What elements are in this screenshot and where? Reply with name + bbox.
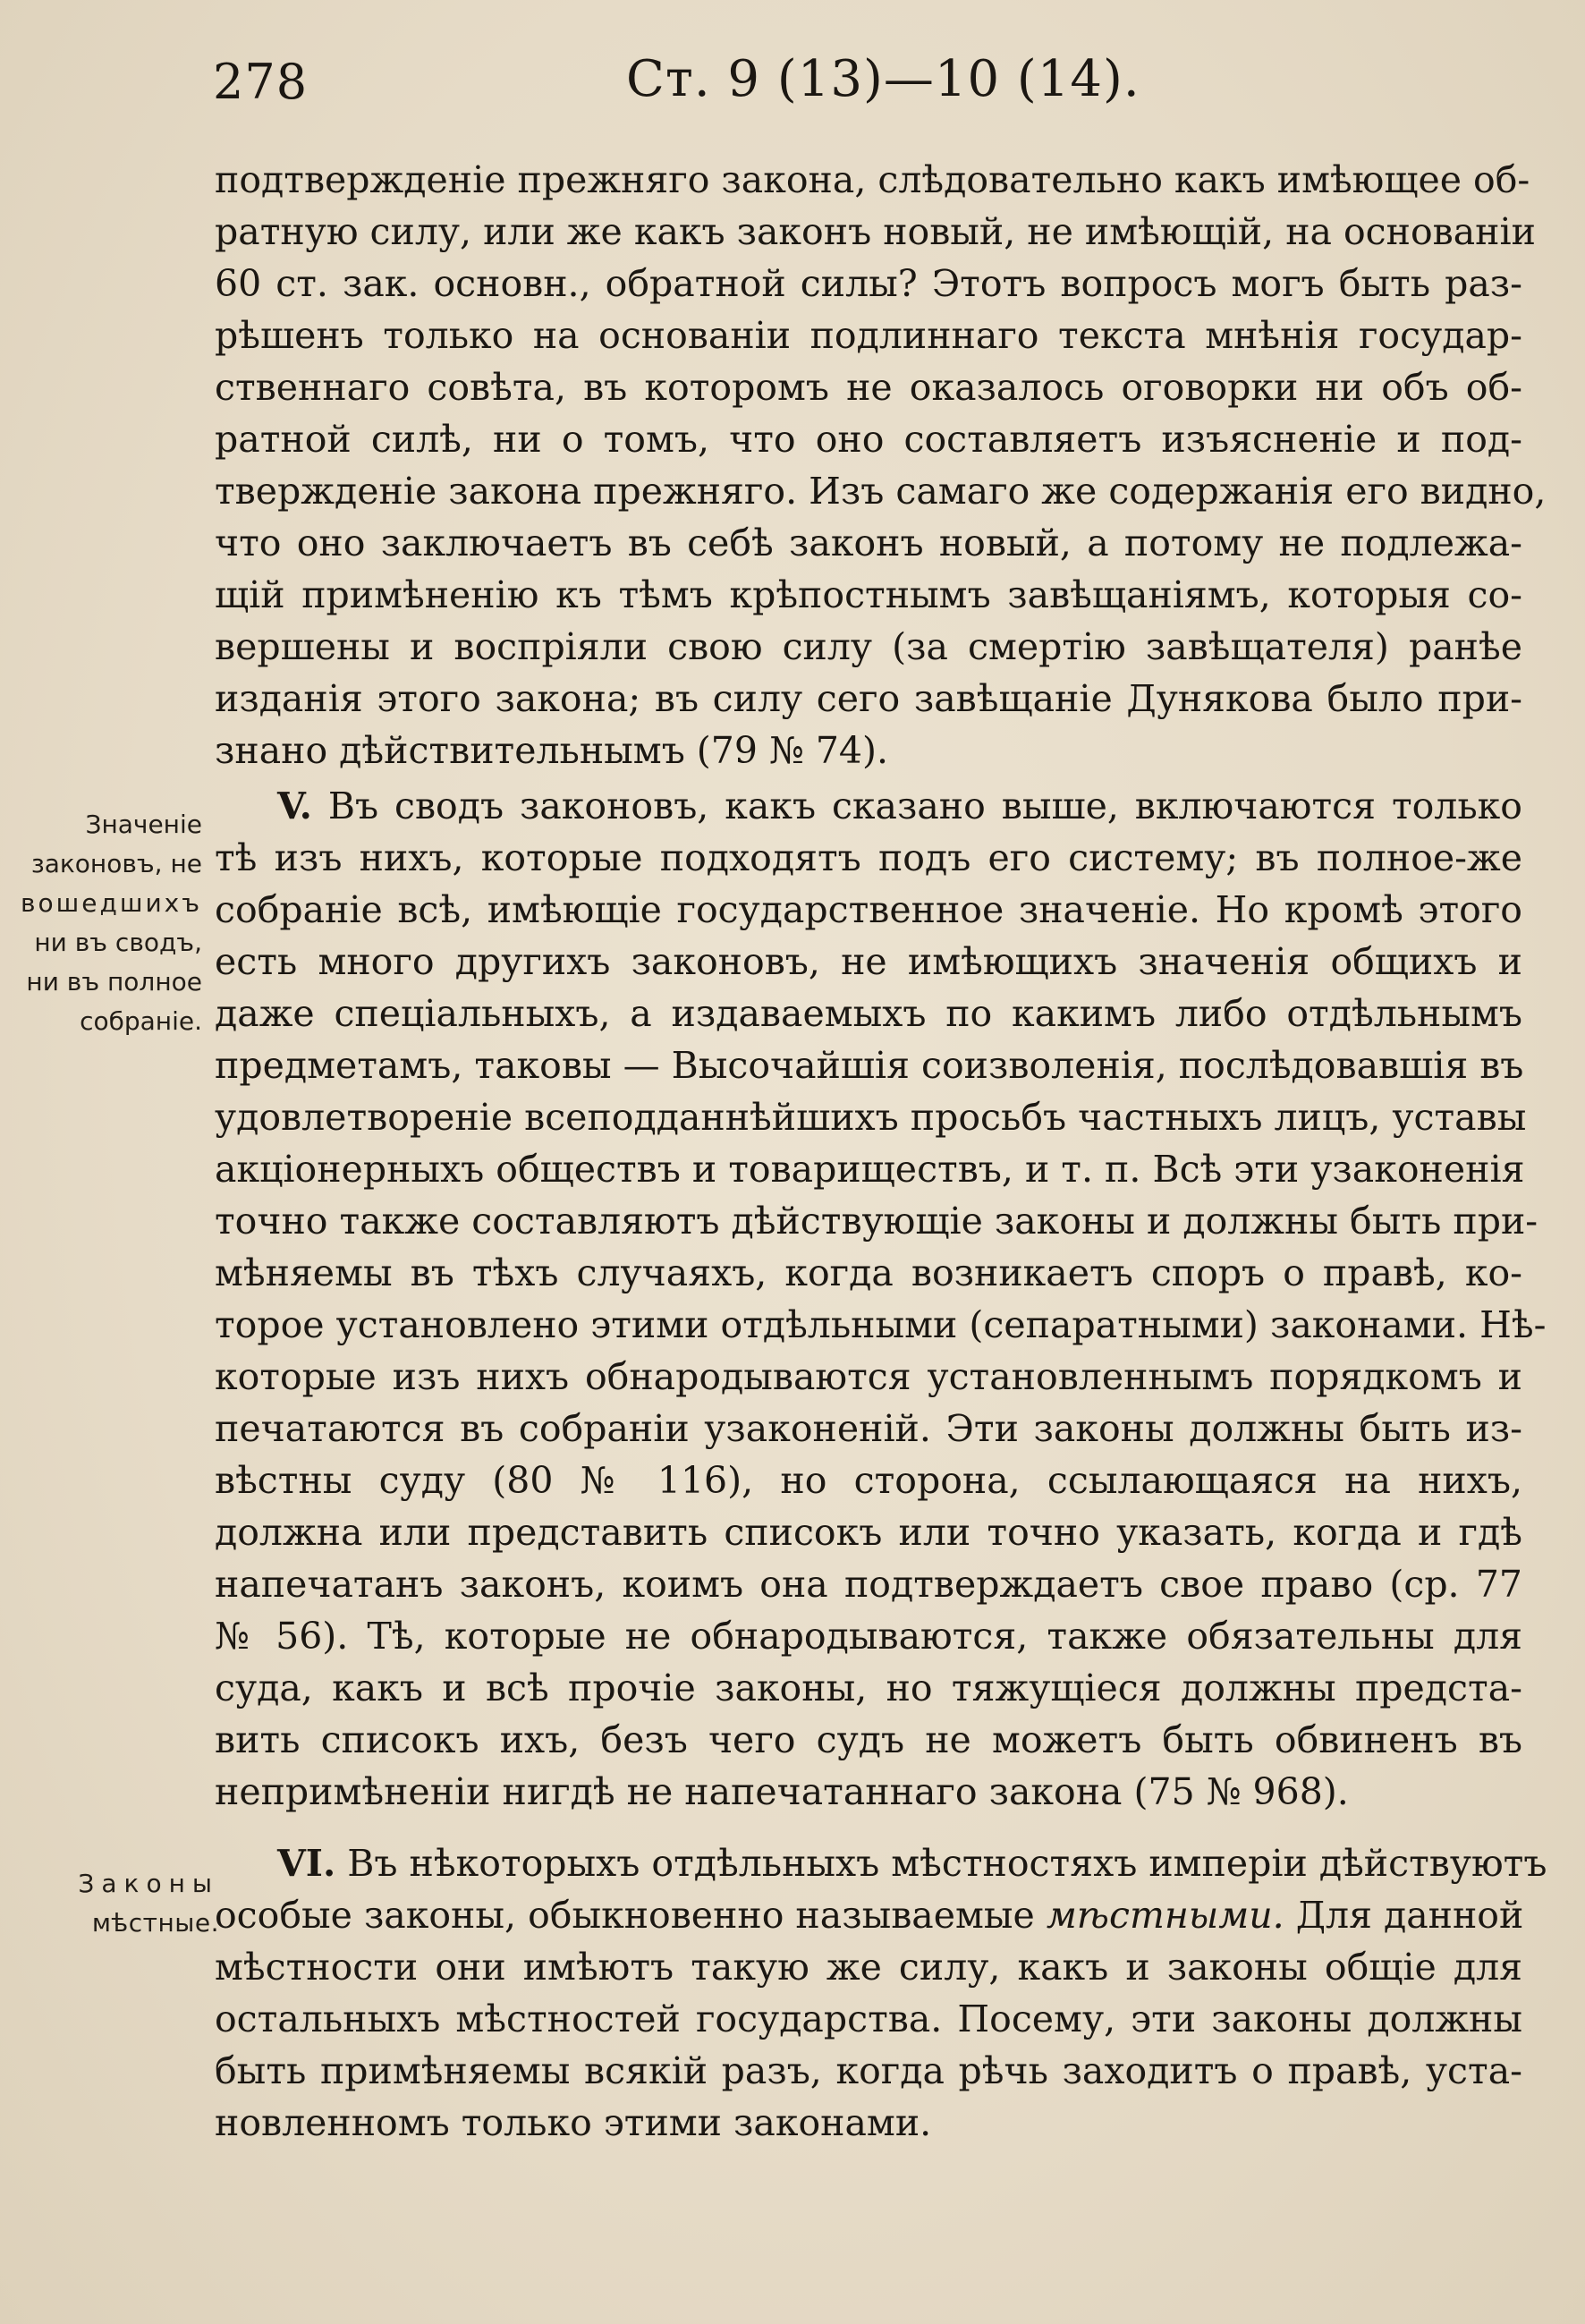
margin-note-line: собраніе. [80, 1006, 202, 1036]
text-line: которые изъ нихъ обнародываются установленнымъ порядкомъ и [215, 1355, 1522, 1398]
text-line: что оно заключаетъ въ себѣ законъ новый, а потому не подлежа- [215, 522, 1522, 564]
emphasized-term: мѣстными. [1046, 1894, 1284, 1937]
text-line: точно также составляютъ дѣйствующіе законы и должны быть при- [215, 1200, 1538, 1243]
text-line: мѣняемы въ тѣхъ случаяхъ, когда возникаетъ споръ о правѣ, ко- [215, 1251, 1522, 1294]
margin-note-line: ни въ полное [26, 967, 202, 997]
text-line: 60 ст. зак. основн., обратной силы? Этотъ вопросъ могъ быть раз- [215, 262, 1522, 305]
text-line: торое установлено этими отдѣльными (сепаратными) законами. Нѣ- [215, 1303, 1547, 1346]
text-line: собраніе всѣ, имѣющіе государственное значеніе. Но кромѣ этого [215, 888, 1522, 931]
margin-note-line: Законы [78, 1869, 219, 1898]
section-vi-first-line [215, 1837, 1547, 1889]
text-line: остальныхъ мѣстностей государства. Посему, эти законы должны [215, 1997, 1522, 2040]
text-line: новленномъ только этими законами. [215, 2101, 932, 2144]
text-line: вѣстны суду (80 № 116), но сторона, ссылающаяся на нихъ, [215, 1459, 1522, 1502]
text-line: должна или представить списокъ или точно указать, когда и гдѣ [215, 1511, 1522, 1554]
text-line: ственнаго совѣта, въ которомъ не оказалось оговорки ни объ об- [215, 366, 1522, 409]
text-line: щій примѣненію къ тѣмъ крѣпостнымъ завѣщаніямъ, которыя со- [215, 573, 1522, 616]
text-span: Въ нѣкоторыхъ отдѣльныхъ мѣстностяхъ имперіи дѣйствуютъ [335, 1842, 1547, 1885]
text-line: напечатанъ законъ, коимъ она подтверждаетъ свое право (ср. 77 [215, 1563, 1522, 1606]
text-span: особые законы, обыкновенно называемые [215, 1894, 1047, 1937]
text-span: Для данной [1284, 1894, 1524, 1937]
text-line: печатаются въ собраніи узаконеній. Эти законы должны быть из- [215, 1407, 1522, 1450]
text-line: непримѣненіи нигдѣ не напечатаннаго закона (75 № 968). [215, 1770, 1349, 1813]
text-line: знано дѣйствительнымъ (79 № 74). [215, 729, 889, 772]
section-numeral: VI. [277, 1842, 336, 1885]
text-line: ратной силѣ, ни о томъ, что оно составляетъ изъясненіе и под- [215, 418, 1522, 461]
text-line: предметамъ, таковы — Высочайшія соизволенія, послѣдовавшія въ [215, 1044, 1524, 1087]
text-line: суда, какъ и всѣ прочіе законы, но тяжущіеся должны предста- [215, 1667, 1522, 1709]
text-line: твержденіе закона прежняго. Изъ самаго же содержанія его видно, [215, 470, 1547, 513]
section-vi-second-line [215, 1889, 1522, 1941]
text-line: подтвержденіе прежняго закона, слѣдовательно какъ имѣющее об- [215, 158, 1530, 201]
margin-note-line: Значеніе [85, 810, 202, 839]
section-v-first-line [215, 780, 1522, 832]
text-line: рѣшенъ только на основаніи подлиннаго текста мнѣнія государ- [215, 314, 1522, 357]
text-line: есть много другихъ законовъ, не имѣющихъ значенія общихъ и [215, 940, 1522, 983]
running-title: Ст. 9 (13)—10 (14). [626, 50, 1140, 108]
margin-note-line: мѣстные. [91, 1908, 219, 1938]
text-line: мѣстности они имѣютъ такую же силу, какъ и законы общіе для [215, 1946, 1522, 1989]
margin-note-vi [0, 1864, 219, 1943]
text-line: ратную силу, или же какъ законъ новый, не имѣющій, на основаніи [215, 210, 1536, 253]
margin-note-line: вошедшихъ [20, 888, 202, 918]
section-numeral: V. [277, 785, 312, 827]
text-line: даже спеціальныхъ, а издаваемыхъ по какимъ либо отдѣльнымъ [215, 992, 1522, 1035]
margin-note-v [0, 805, 202, 1041]
text-line: вершены и воспріяли свою силу (за смертію завѣщателя) ранѣе [215, 625, 1522, 668]
text-line: № 56). Тѣ, которые не обнародываются, также обязательны для [215, 1615, 1522, 1658]
text-span: Въ сводъ законовъ, какъ сказано выше, включаются только [311, 785, 1522, 827]
text-line: акціонерныхъ обществъ и товариществъ, и т. п. Всѣ эти узаконенія [215, 1148, 1525, 1191]
text-line: вить списокъ ихъ, безъ чего судъ не можетъ быть обвиненъ въ [215, 1718, 1522, 1761]
text-line: удовлетвореніе всеподданнѣйшихъ просьбъ частныхъ лицъ, уставы [215, 1096, 1527, 1139]
text-line: изданія этого закона; въ силу сего завѣщаніе Дунякова было при- [215, 677, 1522, 720]
margin-note-line: законовъ, не [30, 849, 202, 878]
main-text [215, 154, 1547, 2149]
text-line: тѣ изъ нихъ, которые подходятъ подъ его систему; въ полное-же [215, 836, 1522, 879]
margin-note-line: ни въ сводъ, [34, 928, 202, 957]
text-line: быть примѣняемы всякій разъ, когда рѣчь заходитъ о правѣ, уста- [215, 2049, 1522, 2092]
page-number: 278 [213, 54, 309, 110]
